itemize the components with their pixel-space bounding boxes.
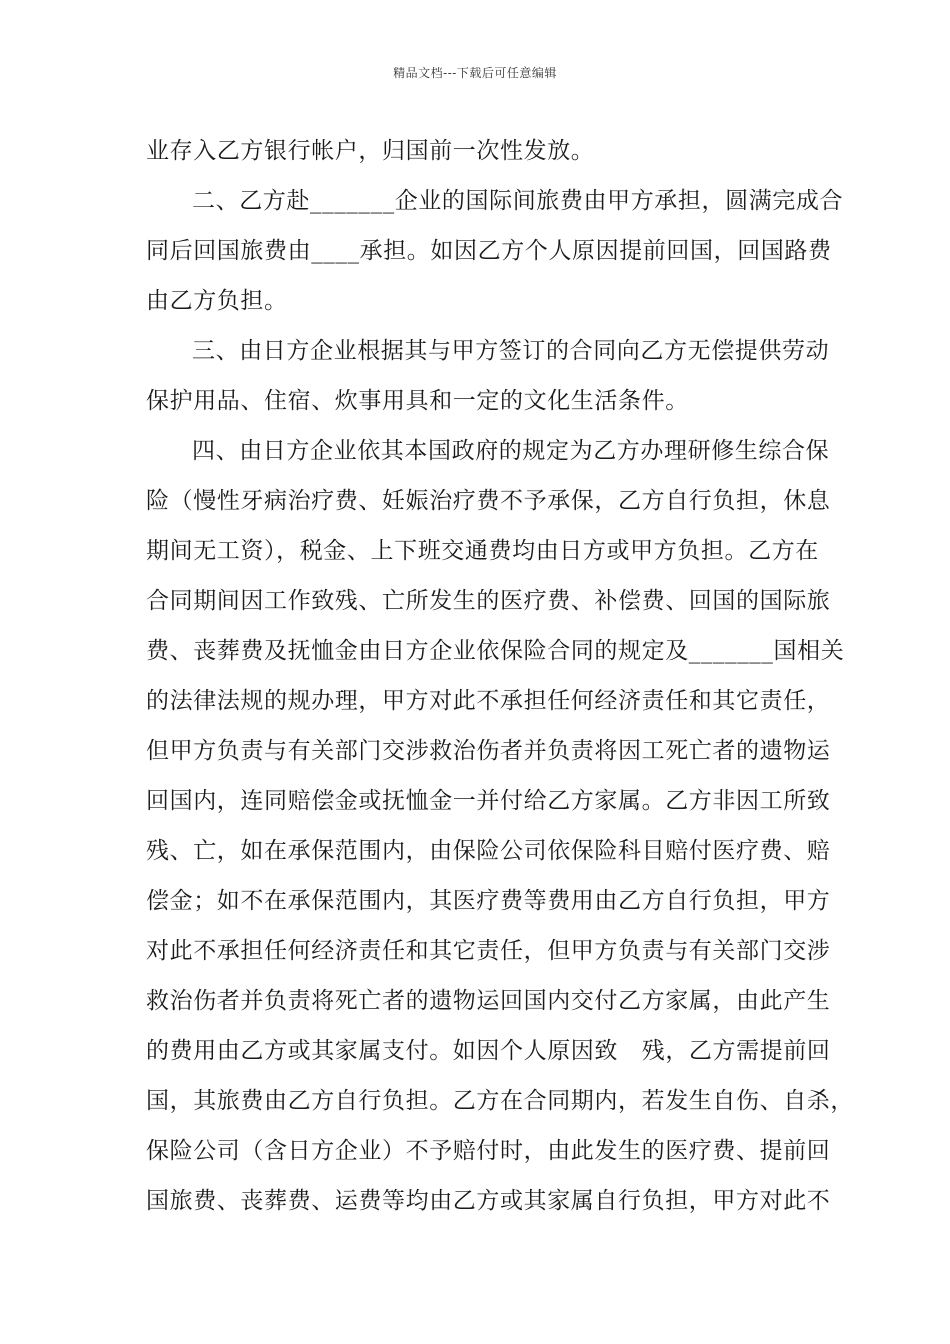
text-line: 期间无工资），税金、上下班交通费均由日方或甲方负担。乙方在 bbox=[146, 538, 819, 564]
text-line: 回国内，连同赔偿金或抚恤金一并付给乙方家属。乙方非因工所致 bbox=[146, 788, 831, 814]
text-line: 救治伤者并负责将死亡者的遗物运回国内交付乙方家属，由此产生 bbox=[146, 988, 831, 1014]
text-line: 业存入乙方银行帐户，归国前一次性发放。 bbox=[146, 138, 595, 164]
text-line: 由乙方负担。 bbox=[146, 288, 288, 314]
text-line: 对此不承担任何经济责任和其它责任，但甲方负责与有关部门交涉 bbox=[146, 938, 831, 964]
text-line: 合同期间因工作致残、亡所发生的医疗费、补偿费、回国的国际旅 bbox=[146, 588, 831, 614]
text-line: 四、由日方企业依其本国政府的规定为乙方办理研修生综合保 bbox=[192, 438, 830, 464]
text-line: 的费用由乙方或其家属支付。如因个人原因致 残，乙方需提前回 bbox=[146, 1038, 831, 1064]
text-line: 保险公司（含日方企业）不予赔付时，由此发生的医疗费、提前回 bbox=[146, 1138, 831, 1164]
text-line: 险（慢性牙病治疗费、妊娠治疗费不予承保，乙方自行负担，休息 bbox=[146, 488, 831, 514]
text-line: 二、乙方赴_______企业的国际间旅费由甲方承担，圆满完成合 bbox=[192, 188, 844, 214]
text-line: 保护用品、住宿、炊事用具和一定的文化生活条件。 bbox=[146, 388, 689, 414]
text-line: 偿金；如不在承保范围内，其医疗费等费用由乙方自行负担，甲方 bbox=[146, 888, 831, 914]
text-line: 的法律法规的规办理，甲方对此不承担任何经济责任和其它责任， bbox=[146, 688, 831, 714]
text-line: 同后回国旅费由____承担。如因乙方个人原因提前回国，回国路费 bbox=[146, 238, 832, 264]
page-header: 精品文档---下载后可任意编辑 bbox=[393, 66, 557, 80]
text-line: 国旅费、丧葬费、运费等均由乙方或其家属自行负担，甲方对此不 bbox=[146, 1188, 831, 1214]
text-line: 三、由日方企业根据其与甲方签订的合同向乙方无偿提供劳动 bbox=[192, 338, 830, 364]
text-line: 但甲方负责与有关部门交涉救治伤者并负责将因工死亡者的遗物运 bbox=[146, 738, 831, 764]
text-line: 国，其旅费由乙方自行负担。乙方在合同期内，若发生自伤、自杀， bbox=[146, 1088, 854, 1114]
text-line: 残、亡，如在承保范围内，由保险公司依保险科目赔付医疗费、赔 bbox=[146, 838, 831, 864]
text-line: 费、丧葬费及抚恤金由日方企业依保险合同的规定及_______国相关 bbox=[146, 638, 845, 664]
